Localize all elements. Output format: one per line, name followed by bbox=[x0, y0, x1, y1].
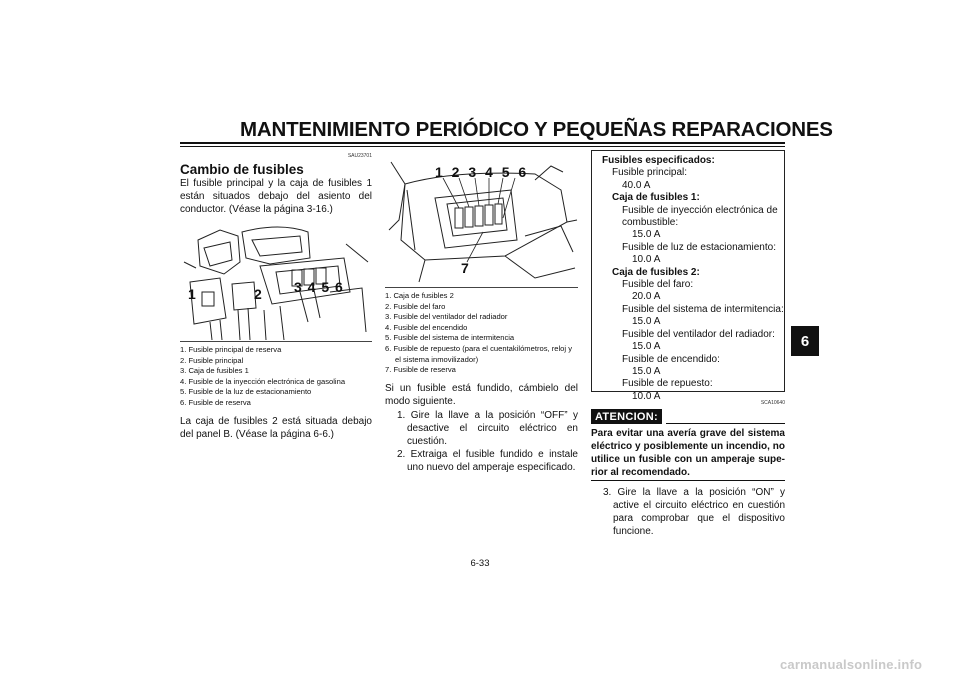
fi-fuse-value: 15.0 A bbox=[632, 229, 661, 241]
specified-fuses-box bbox=[591, 150, 785, 402]
step-item: 2. Extraiga el fusible fundido e instale uno nuevo del amperaje especificado. bbox=[397, 448, 578, 473]
spare-fuse-value: 10.0 A bbox=[632, 390, 661, 402]
fan-fuse-label: Fusible del ventilador del radiador: bbox=[622, 328, 775, 340]
caption-item: 1. Caja de fusibles 2 bbox=[385, 291, 454, 300]
section-title: Cambio de fusibles bbox=[180, 162, 304, 177]
column-middle bbox=[385, 150, 578, 474]
caption-item: 7. Fusible de reserva bbox=[385, 365, 456, 375]
header-rule bbox=[180, 142, 785, 144]
header-rule-thin bbox=[180, 146, 785, 147]
main-fuse-label: Fusible principal: bbox=[612, 167, 688, 179]
column-left bbox=[180, 150, 372, 441]
caution-header bbox=[591, 409, 785, 424]
section-code: SAU23701 bbox=[347, 153, 372, 159]
figure-1-captions bbox=[180, 345, 372, 409]
callout-7: 7 bbox=[461, 260, 469, 276]
caption-item: 2. Fusible del faro bbox=[385, 301, 446, 311]
caption-item: 4. Fusible de la inyección electrónica de gasolina bbox=[180, 376, 346, 386]
page-title: MANTENIMIENTO PERIÓDICO Y PEQUEÑAS REPARACIONES bbox=[240, 118, 833, 141]
column-right bbox=[591, 150, 785, 538]
callout-1-6: 1 2 3 4 5 6 bbox=[435, 164, 529, 180]
figure-fuse-box-2 bbox=[385, 160, 578, 288]
signal-fuse-value: 15.0 A bbox=[632, 316, 661, 328]
caution-badge: ATENCION: bbox=[591, 409, 662, 424]
box2-label: Caja de fusibles 2: bbox=[612, 266, 700, 278]
spare-fuse-label: Fusible de repuesto: bbox=[622, 378, 713, 390]
fi-fuse-label: Fusible de inyección electrónica de combustible: bbox=[622, 204, 778, 229]
figure-2-captions bbox=[385, 291, 578, 376]
caption-item: 1. Fusible principal de reserva bbox=[180, 345, 282, 354]
ignition-fuse-label: Fusible de encendido: bbox=[622, 353, 720, 365]
parking-fuse-label: Fusible de luz de estacionamiento: bbox=[622, 241, 776, 253]
caution-code: SCA10640 bbox=[760, 400, 785, 406]
caption-item: 5. Fusible de la luz de estacionamiento bbox=[180, 387, 312, 397]
outro-paragraph: La caja de fusibles 2 está situada debajo del panel B. (Véase la página 6-6.) bbox=[180, 415, 372, 440]
intro-paragraph: El fusible principal y la caja de fusibles 1 están situados debajo del asiento del conductor. (Véase la página 3-16.) bbox=[180, 178, 372, 215]
figure-fuse-box-1 bbox=[180, 222, 372, 342]
procedure-intro: Si un fusible está fundido, cámbielo del modo siguiente. bbox=[385, 382, 578, 407]
ignition-fuse-value: 15.0 A bbox=[632, 365, 661, 377]
callout-1: 1 bbox=[188, 286, 196, 302]
caption-item: 6. Fusible de repuesto (para el cuentakilómetros, reloj y el sistema inmovilizador) bbox=[385, 343, 572, 364]
caution-text: Para evitar una avería grave del sistema eléctrico y posiblemente un incendio, no utilice un fusible con un amperaje superior al recomendado. bbox=[591, 427, 785, 481]
caption-item: 4. Fusible del encendido bbox=[385, 322, 468, 332]
caption-item: 5. Fusible del sistema de intermitencia bbox=[385, 333, 515, 343]
headlight-fuse-label: Fusible del faro: bbox=[622, 279, 694, 291]
chapter-tab[interactable]: 6 bbox=[791, 326, 819, 356]
procedure-steps-cont bbox=[591, 486, 785, 538]
caution-rule bbox=[666, 422, 785, 424]
caption-item: 3. Caja de fusibles 1 bbox=[180, 366, 249, 376]
procedure-steps bbox=[385, 409, 578, 474]
caption-item: 6. Fusible de reserva bbox=[180, 397, 251, 407]
caption-item: 2. Fusible principal bbox=[180, 355, 244, 365]
box1-label: Caja de fusibles 1: bbox=[612, 192, 700, 204]
step-item: 1. Gire la llave a la posición “OFF” y desactive el circuito eléctrico en cuestión. bbox=[397, 409, 578, 447]
signal-fuse-label: Fusible del sistema de intermitencia: bbox=[622, 303, 784, 315]
headlight-fuse-value: 20.0 A bbox=[632, 291, 661, 303]
parking-fuse-value: 10.0 A bbox=[632, 254, 661, 266]
callout-3456: 3 4 5 6 bbox=[294, 279, 344, 295]
spec-title: Fusibles especificados: bbox=[602, 155, 715, 166]
fan-fuse-value: 15.0 A bbox=[632, 341, 661, 353]
watermark[interactable]: carmanualsonline.info bbox=[780, 657, 923, 672]
caption-item: 3. Fusible del ventilador del radiador bbox=[385, 312, 508, 322]
main-fuse-value: 40.0 A bbox=[622, 179, 651, 191]
callout-2: 2 bbox=[254, 286, 262, 302]
step-item: 3. Gire la llave a la posición “ON” y active el circuito eléctrico en cuestión para comprobar que el dispositivo funcione. bbox=[603, 487, 785, 537]
page-number: 6-33 bbox=[470, 558, 490, 569]
